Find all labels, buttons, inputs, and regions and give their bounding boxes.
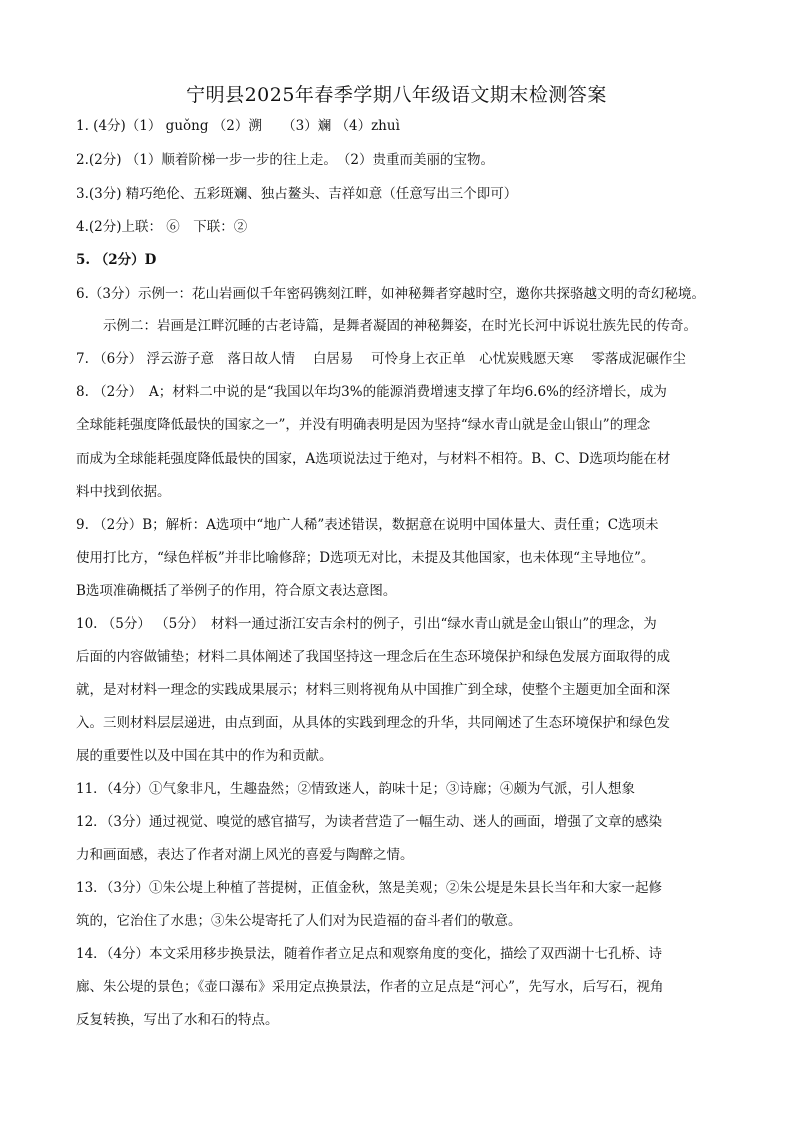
answer-8-line-4: 料中找到依据。 <box>76 484 171 500</box>
answer-10-line-5: 展的重要性以及中国在其中的作为和贡献。 <box>76 748 333 764</box>
answer-6-example-1: 6.（3分）示例一：花山岩画似千年密码镌刻江畔，如神秘舞者穿越时空，邀你共探骆越文明的奇幻秘境。 <box>76 286 705 302</box>
answer-9-line-2: 使用打比方，“绿色样板”并非比喻修辞；D选项无对比，未提及其他国家，也未体现“主导地位”。 <box>76 550 655 566</box>
answer-13-line-2: 筑的，它治住了水患；③朱公堤寄托了人们对为民造福的奋斗者们的敬意。 <box>76 913 522 929</box>
answer-9-line-3: B选项准确概括了举例子的作用，符合原文表达意图。 <box>76 583 397 599</box>
answer-12-line-2: 力和画面感，表达了作者对湖上风光的喜爱与陶醉之情。 <box>76 847 414 863</box>
answer-10-line-4: 入。三则材料层层递进，由点到面，从具体的实践到理念的升华，共同阐述了生态环境保护和绿色发 <box>76 715 670 731</box>
answer-14-line-1: 14．（4分）本文采用移步换景法，随着作者立足点和观察角度的变化，描绘了双西湖十七孔桥、诗 <box>76 946 663 962</box>
answer-9-line-1: 9. （2分）B；解析：A选项中“地广人稀”表述错误，数据意在说明中国体量大、责任重；C选项未 <box>76 517 659 533</box>
answer-10-line-3: 就，是对材料一理念的实践成果展示；材料三则将视角从中国推广到全球，使整个主题更加全面和深 <box>76 682 670 698</box>
answer-6-example-2: 示例二：岩画是江畔沉睡的古老诗篇，是舞者凝固的神秘舞姿，在时光长河中诉说壮族先民的传奇。 <box>103 318 697 334</box>
answer-8-line-2: 全球能耗强度降低最快的国家之一”，并没有明确表明是因为坚持“绿水青山就是金山银山”的理念 <box>76 417 651 433</box>
answer-8-line-3: 而成为全球能耗强度降低最快的国家，A选项说法过于绝对，与材料不相符。B、C、D选项均能在材 <box>76 451 671 467</box>
answer-7: 7. （6分） 浮云游子意 落日故人情 白居易 可怜身上衣正单 心忧炭贱愿天寒 零落成泥碾作尘 <box>76 351 686 367</box>
answer-12-line-1: 12．（3分）通过视觉、嗅觉的感官描写，为读者营造了一幅生动、迷人的画面，增强了文章的感染 <box>76 814 663 830</box>
answer-11: 11．（4分）①气象非凡，生趣盎然；②情致迷人，韵味十足；③诗廊；④颇为气派，引人想象 <box>76 781 636 797</box>
answer-10-line-2: 后面的内容做铺垫；材料二具体阐述了我国坚持这一理念后在生态环境保护和绿色发展方面取得的成 <box>76 649 670 665</box>
page-title: 宁明县2025年春季学期八年级语文期末检测答案 <box>186 84 607 106</box>
answer-3: 3.(3分) 精巧绝伦、五彩斑斓、独占鳌头、吉祥如意（任意写出三个即可） <box>76 186 518 202</box>
answer-13-line-1: 13．（3分）①朱公堤上种植了菩提树，正值金秋，煞是美观；②朱公堤是朱县长当年和大家一起修 <box>76 880 663 896</box>
answer-14-line-3: 反复转换，写出了水和石的特点。 <box>76 1012 279 1028</box>
answer-8-line-1: 8. （2分） A；材料二中说的是“我国以年均3%的能源消费增速支撑了年均6.6%的经济增长，成为 <box>76 384 667 400</box>
answer-4: 4.(2分)上联： ⑥ 下联：② <box>76 219 248 235</box>
answer-10-line-1: 10. （5分） （5分） 材料一通过浙江安吉余村的例子，引出“绿水青山就是金山银山”的理念，为 <box>76 616 657 632</box>
answer-2: 2.(2分) （1）顺着阶梯一步一步的往上走。 （2）贵重而美丽的宝物。 <box>76 152 494 168</box>
answer-14-line-2: 廊、朱公堤的景色；《壶口瀑布》采用定点换景法，作者的立足点是“河心”，先写水，后写石，视角 <box>76 979 664 995</box>
answer-1: 1. (4分)（1） guǒng （2）溯 （3）斓 （4）zhuì <box>76 118 400 134</box>
answer-5: 5. （2分）D <box>76 252 157 268</box>
